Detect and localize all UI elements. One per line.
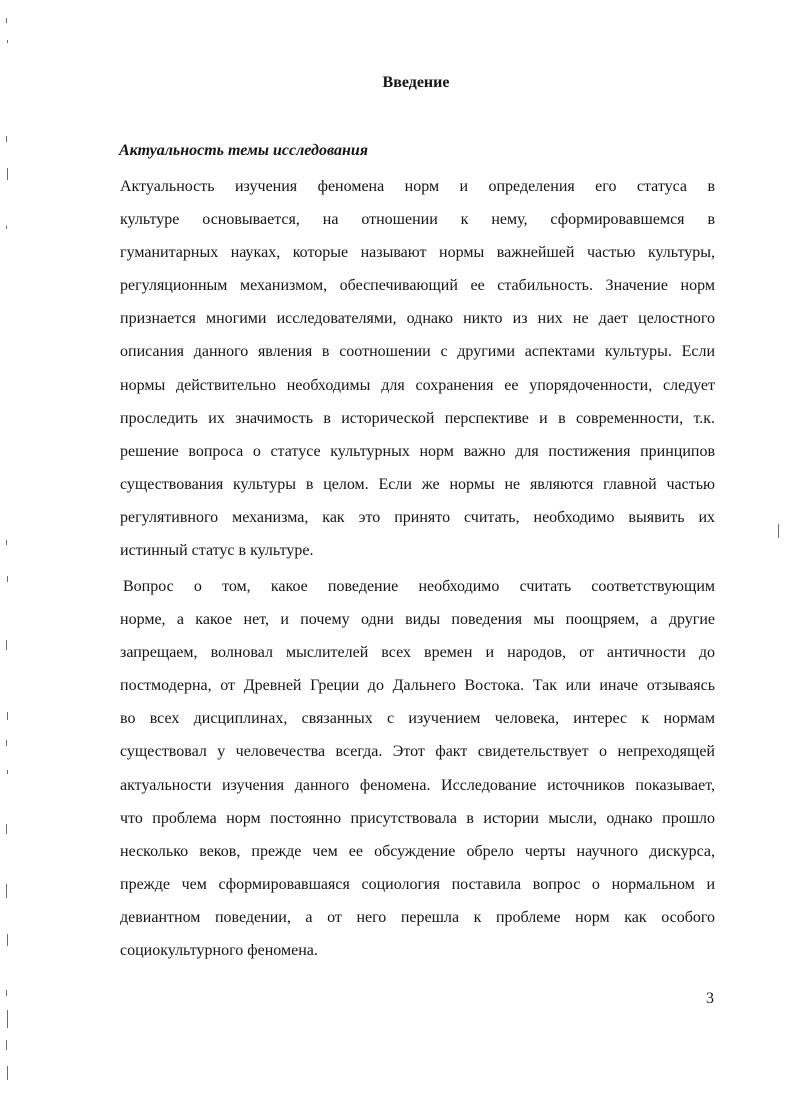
page-heading: Введение xyxy=(382,74,450,91)
paragraph-line: решение вопроса о статусе культурных норм важно для постижения принципов xyxy=(120,442,715,460)
paragraph-1 xyxy=(117,170,715,567)
paragraph-2 xyxy=(117,570,715,967)
paragraph-line: проследить их значимость в исторической перспективе и в современности, т.к. xyxy=(120,409,715,427)
page-number: 3 xyxy=(706,990,714,1007)
paragraph-line: постмодерна, от Древней Греции до Дальнего Востока. Так или иначе отзываясь xyxy=(120,677,715,695)
paragraph-line: девиантном поведении, а от него перешла к проблеме норм как особого xyxy=(120,908,715,926)
scan-margin-marks xyxy=(0,0,20,1094)
paragraph-line: существования культуры в целом. Если же нормы не являются главной частью xyxy=(120,475,715,493)
paragraph-line: несколько веков, прежде чем ее обсуждение обрело черты научного дискурса, xyxy=(120,842,715,860)
paragraph-line: Вопрос о том, какое поведение необходимо считать соответствующим xyxy=(123,578,715,595)
paragraph-line: нормы действительно необходимы для сохранения ее упорядоченности, следует xyxy=(120,376,715,394)
paragraph-line: культуре основывается, на отношении к нему, сформировавшемся в xyxy=(120,211,715,229)
paragraph-line: норме, а какое нет, и почему одни виды поведения мы поощряем, а другие xyxy=(120,611,715,629)
section-subheading: Актуальность темы исследования xyxy=(119,142,368,159)
paragraph-line: гуманитарных науках, которые называют нормы важнейшей частью культуры, xyxy=(120,244,715,262)
paragraph-line: признается многими исследователями, однако никто из них не дает целостного xyxy=(120,310,715,328)
paragraph-line: актуальности изучения данного феномена. Исследование источников показывает, xyxy=(120,776,715,794)
paragraph-line: регулятивного механизма, как это принято считать, необходимо выявить их xyxy=(120,508,715,526)
paragraph-line: прежде чем сформировавшаяся социология поставила вопрос о нормальном и xyxy=(120,875,715,893)
paragraph-line: Актуальность изучения феномена норм и определения его статуса в xyxy=(120,178,715,195)
paragraph-line: во всех дисциплинах, связанных с изучением человека, интерес к нормам xyxy=(120,710,715,728)
paragraph-line: что проблема норм постоянно присутствовала в истории мысли, однако прошло xyxy=(120,809,715,827)
paragraph-line: регуляционным механизмом, обеспечивающий ее стабильность. Значение норм xyxy=(120,277,715,295)
paragraph-line: существовал у человечества всегда. Этот факт свидетельствует о непреходящей xyxy=(120,743,715,761)
paragraph-line: запрещаем, волновал мыслителей всех времен и народов, от античности до xyxy=(120,644,715,662)
paragraph-line: социокультурного феномена. xyxy=(120,942,318,960)
paragraph-line: описания данного явления в соотношении с другими аспектами культуры. Если xyxy=(120,343,715,361)
paragraph-line: истинный статус в культуре. xyxy=(120,542,314,560)
